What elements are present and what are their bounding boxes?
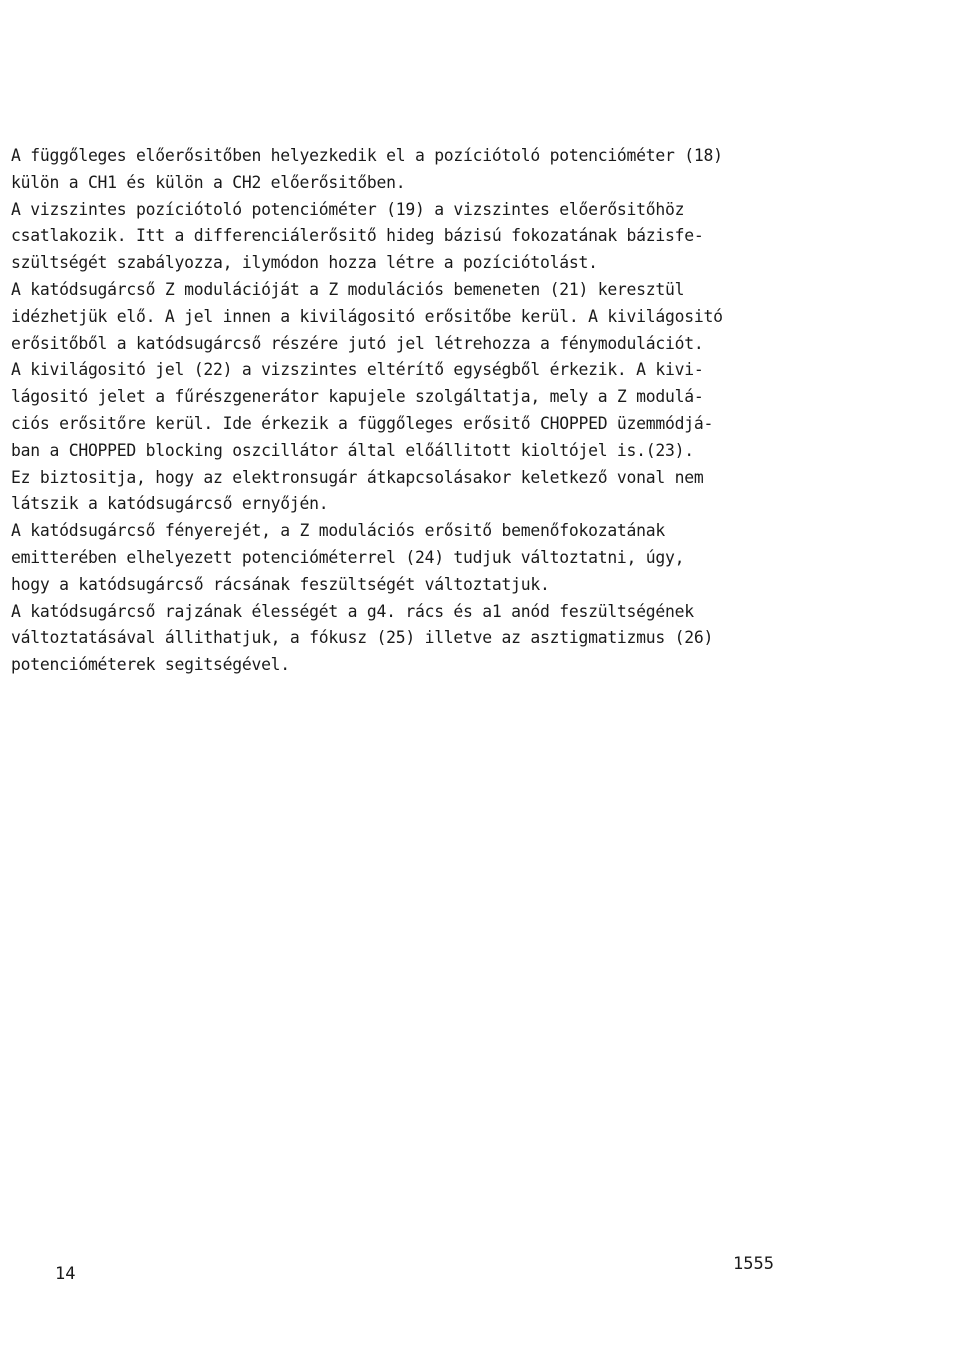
- text-line: lágositó jelet a fűrészgenerátor kapujele szolgáltatja, mely a Z modulá-: [11, 387, 704, 407]
- document-number: 1555: [733, 1254, 774, 1274]
- text-line: csatlakozik. Itt a differenciálerősitő hideg bázisú fokozatának bázisfe-: [11, 226, 704, 246]
- text-line: szültségét szabályozza, ilymódon hozza létre a pozíciótolást.: [11, 253, 598, 273]
- text-line: A katódsugárcső Z modulációját a Z modulációs bemeneten (21) keresztül: [11, 279, 685, 299]
- text-line: ban a CHOPPED blocking oszcillátor által előállitott kioltójel is.(23).: [11, 440, 694, 460]
- text-line: Ez biztositja, hogy az elektronsugár átkapcsolásakor keletkező vonal nem: [11, 467, 704, 487]
- text-line: A katódsugárcső rajzának élességét a g4. rács és a1 anód feszültségének: [11, 601, 694, 621]
- text-line: látszik a katódsugárcső ernyőjén.: [11, 494, 329, 514]
- text-line: idézhetjük elő. A jel innen a kivilágositó erősitőbe kerül. A kivilágositó: [11, 306, 723, 326]
- text-line: emitterében elhelyezett potencióméterrel (24) tudjuk változtatni, úgy,: [11, 547, 685, 567]
- text-line: A vizszintes pozíciótoló potencióméter (19) a vizszintes előerősitőhöz: [11, 199, 685, 219]
- text-line: A kivilágositó jel (22) a vizszintes eltérítő egységből érkezik. A kivi-: [11, 360, 704, 380]
- text-line: A katódsugárcső fényerejét, a Z modulációs erősitő bemenőfokozatának: [11, 521, 666, 541]
- text-line: A függőleges előerősitőben helyezkedik el a pozíciótoló potencióméter (18): [11, 146, 723, 165]
- page-number: 14: [55, 1264, 76, 1284]
- text-line: potencióméterek segitségével.: [11, 655, 290, 675]
- body-text: [11, 143, 941, 679]
- text-line: hogy a katódsugárcső rácsának feszültségét változtatjuk.: [11, 574, 550, 594]
- text-line: külön a CH1 és külön a CH2 előerősitőben.: [11, 172, 406, 192]
- text-line: erősitőből a katódsugárcső részére jutó jel létrehozza a fénymodulációt.: [11, 333, 704, 353]
- text-line: ciós erősitőre kerül. Ide érkezik a függőleges erősitő CHOPPED üzemmódjá-: [11, 413, 714, 433]
- text-line: változtatásával állithatjuk, a fókusz (25) illetve az asztigmatizmus (26): [11, 628, 714, 648]
